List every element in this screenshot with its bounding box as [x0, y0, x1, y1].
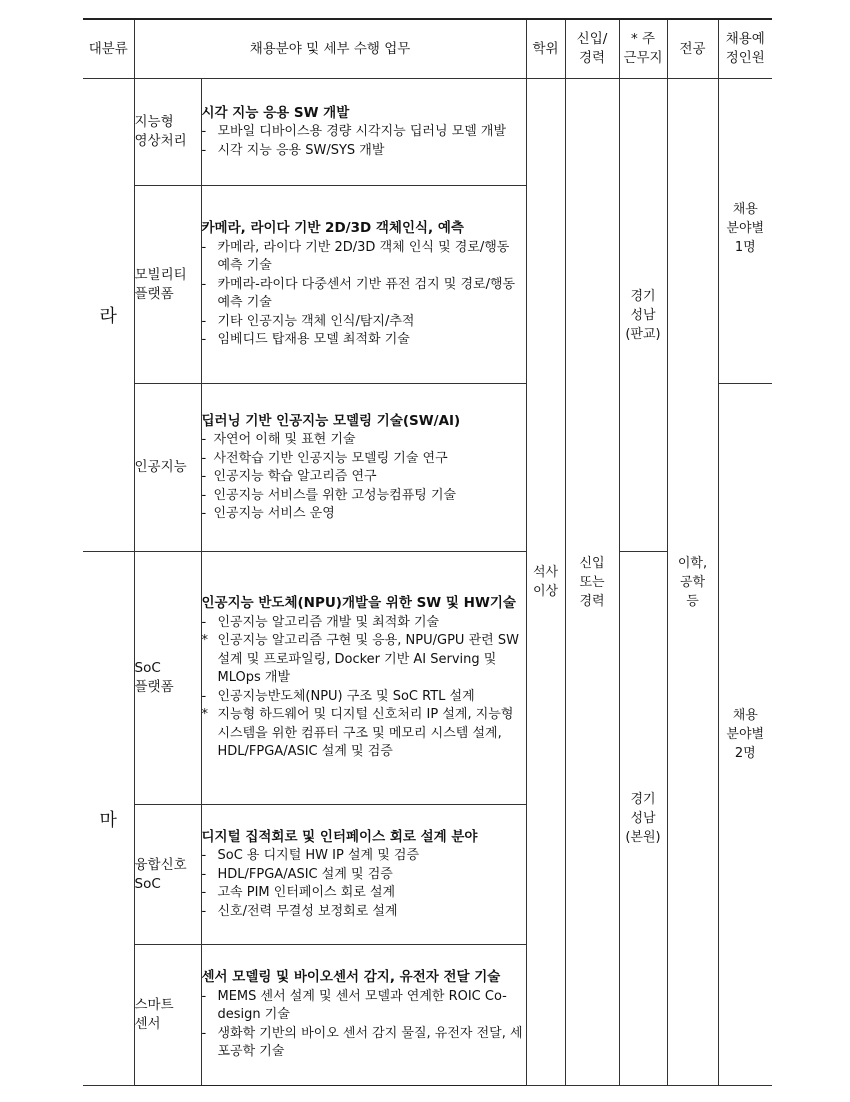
subcategory-cell: 인공지능: [134, 384, 201, 552]
task-description: [201, 805, 526, 945]
header-degree: 학위: [526, 19, 565, 79]
task-description: [201, 186, 526, 384]
hires-group2: 채용 분야별 2명: [718, 384, 772, 1086]
recruitment-table: [83, 18, 772, 1086]
list-item: - SoC 용 디지털 HW IP 설계 및 검증: [201, 848, 420, 864]
degree-cell: 석사 이상: [526, 79, 565, 1086]
location-pangyo: 경기 성남 (판교): [619, 79, 667, 552]
list-item: - 자연어 이해 및 표현 기술: [201, 432, 356, 447]
subcategory-cell: SoC 플랫폼: [134, 552, 201, 805]
table-row: [83, 79, 772, 186]
location-bonwon: 경기 성남 (본원): [619, 552, 667, 1086]
task-description: [201, 384, 526, 552]
list-item: - 기타 인공지능 객체 인식/탐지/추적: [201, 313, 415, 329]
major-cell: 이학, 공학 등: [667, 79, 718, 1086]
list-item: * 지능형 하드웨어 및 디지털 신호처리 IP 설계, 지능형 시스템을 위한 컴퓨터 구조 및 메모리 시스템 설계, HDL/FPGA/ASIC 설계 및 검증: [201, 707, 514, 760]
list-item: - MEMS 센서 설계 및 센서 모델과 연계한 ROIC Co-design 기술: [201, 988, 507, 1023]
list-item: - 모바일 디바이스용 경량 시각지능 딥러닝 모델 개발: [201, 124, 507, 140]
category-ra: 라: [83, 79, 134, 552]
task-title: 디지털 집적회로 및 인터페이스 회로 설계 분야: [201, 828, 478, 845]
task-title: 딥러닝 기반 인공지능 모델링 기술(SW/AI): [201, 412, 461, 429]
list-item: - 생화학 기반의 바이오 센서 감지 물질, 유전자 전달, 세포공학 기술: [201, 1025, 523, 1060]
list-item: - 인공지능 서비스 운영: [201, 506, 335, 521]
list-item: - 인공지능반도체(NPU) 구조 및 SoC RTL 설계: [201, 688, 475, 704]
task-description: [201, 79, 526, 186]
list-item: - 카메라-라이다 다중센서 기반 퓨전 검지 및 경로/행동 예측 기술: [201, 276, 516, 311]
subcategory-cell: 지능형 영상처리: [134, 79, 201, 186]
subcategory-cell: 융합신호 SoC: [134, 805, 201, 945]
list-item: - 신호/전력 무결성 보정회로 설계: [201, 903, 398, 919]
header-hires: 채용예 정인원: [718, 19, 772, 79]
hires-group1: 채용 분야별 1명: [718, 79, 772, 384]
header-location: * 주 근무지: [619, 19, 667, 79]
subcategory-cell: 모빌리티 플랫폼: [134, 186, 201, 384]
subcategory-cell: 스마트 센서: [134, 945, 201, 1086]
list-item: - 인공지능 알고리즘 개발 및 최적화 기술: [201, 614, 440, 630]
list-item: - 인공지능 학습 알고리즘 연구: [201, 469, 377, 484]
list-item: - 임베디드 탑재용 모델 최적화 기술: [201, 332, 410, 348]
task-title: 센서 모델링 및 바이오센서 감지, 유전자 전달 기술: [201, 969, 501, 986]
header-major: 전공: [667, 19, 718, 79]
list-item: - 사전학습 기반 인공지능 모델링 기술 연구: [201, 450, 448, 466]
header-category: 대분류: [83, 19, 134, 79]
list-item: - HDL/FPGA/ASIC 설계 및 검증: [201, 866, 393, 882]
list-item: * 인공지능 알고리즘 구현 및 응용, NPU/GPU 관련 SW 설계 및 프로파일링, Docker 기반 AI Serving 및 MLOps 개발: [201, 633, 519, 686]
task-description: [201, 552, 526, 805]
list-item: - 고속 PIM 인터페이스 회로 설계: [201, 885, 396, 901]
career-cell: 신입 또는 경력: [565, 79, 619, 1086]
list-item: - 인공지능 서비스를 위한 고성능컴퓨팅 기술: [201, 487, 457, 503]
task-description: [201, 945, 526, 1086]
task-title: 카메라, 라이다 기반 2D/3D 객체인식, 예측: [201, 220, 464, 237]
header-row: [83, 19, 772, 79]
list-item: - 시각 지능 응용 SW/SYS 개발: [201, 142, 385, 158]
task-title: 인공지능 반도체(NPU)개발을 위한 SW 및 HW기술: [201, 595, 516, 612]
list-item: - 카메라, 라이다 기반 2D/3D 객체 인식 및 경로/행동 예측 기술: [201, 239, 510, 274]
header-field: 채용분야 및 세부 수행 업무: [134, 19, 526, 79]
task-title: 시각 지능 응용 SW 개발: [201, 104, 350, 121]
category-ma: 마: [83, 552, 134, 1086]
header-career: 신입/ 경력: [565, 19, 619, 79]
